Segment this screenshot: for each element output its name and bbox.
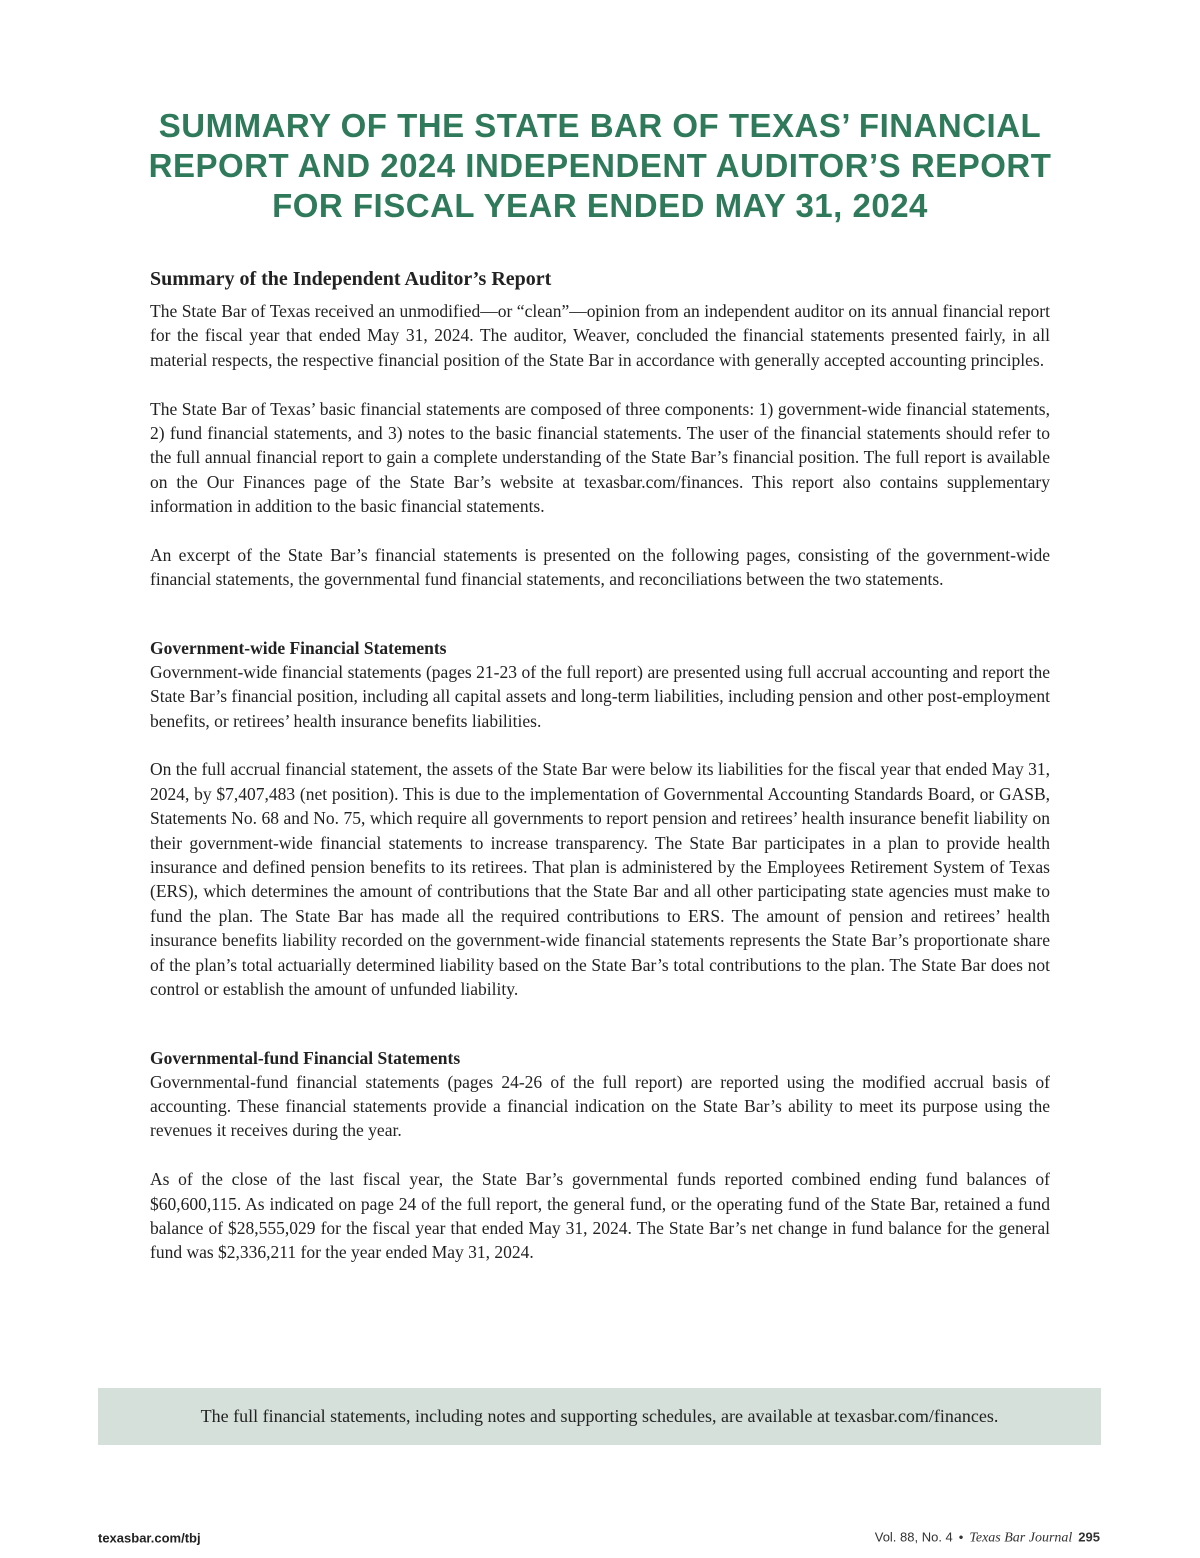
- title-line-1: SUMMARY OF THE STATE BAR OF TEXAS’ FINANCIAL: [158, 107, 1042, 144]
- government-wide-heading: Government-wide Financial Statements: [150, 637, 447, 658]
- page-title: [60, 106, 1140, 226]
- footer-journal-name: Texas Bar Journal: [969, 1530, 1073, 1546]
- finances-callout-box: [98, 1388, 1101, 1445]
- governmental-fund-paragraph-1: Governmental-fund financial statements (pages 24-26 of the full report) are reported using the modified accrual basis of accounting. These financial statements provide a financial indication on the State Bar’s ability to meet its purpose using the revenues it receives during the year.: [150, 1071, 1050, 1141]
- governmental-fund-paragraph-2: As of the close of the last fiscal year, the State Bar’s governmental funds reported combined ending fund balances of $60,600,115. As indicated on page 24 of the full report, the general fund, or the operating fund of the State Bar, retained a fund balance of $28,555,029 for the fiscal year that ended May 31, 2024. The State Bar’s net change in fund balance for the general fund was $2,336,211 for the year ended May 31, 2024.: [150, 1169, 1050, 1263]
- footer-citation: [875, 1530, 1100, 1547]
- article-body: [150, 266, 1050, 1265]
- callout-text: The full financial statements, including notes and supporting schedules, are available at texasbar.com/finances.: [200, 1406, 999, 1426]
- footer-page-number: 295: [1078, 1529, 1100, 1545]
- auditor-summary-paragraph-1: The State Bar of Texas received an unmodified—or “clean”—opinion from an independent auditor on its annual financial report for the fiscal year that ended May 31, 2024. The auditor, Weaver, concluded the financial statements presented fairly, in all material respects, the respective financial position of the State Bar in accordance with generally accepted accounting principles.: [150, 301, 1050, 370]
- governmental-fund-heading: Governmental-fund Financial Statements: [150, 1047, 461, 1068]
- government-wide-paragraph-2: On the full accrual financial statement, the assets of the State Bar were below its liabilities for the fiscal year that ended May 31, 2024, by $7,407,483 (net position). This is due to the implementation of Governmental Accounting Standards Board, or GASB, Statements No. 68 and No. 75, which require all governments to report pension and retirees’ health insurance benefit liability on their government-wide financial statements to increase transparency. The State Bar participates in a plan to provide health insurance and defined pension benefits to its retirees. That plan is administered by the Employees Retirement System of Texas (ERS), which determines the amount of contributions that the State Bar and all other participating state agencies must make to fund the plan. The State Bar has made all the required contributions to ERS. The amount of pension and retirees’ health insurance benefits liability recorded on the government-wide financial statements represents the State Bar’s proportionate share of the plan’s total actuarially determined liability based on the State Bar’s total contributions to the plan. The State Bar does not control or establish the amount of unfunded liability.: [150, 759, 1050, 1000]
- footer-url: texasbar.com/tbj: [98, 1530, 201, 1546]
- title-line-3: FOR FISCAL YEAR ENDED MAY 31, 2024: [272, 187, 928, 224]
- footer-bullet: •: [958, 1529, 964, 1545]
- footer-volume: Vol. 88, No. 4: [874, 1529, 953, 1545]
- auditor-summary-paragraph-3: An excerpt of the State Bar’s financial statements is presented on the following pages, consisting of the government-wide financial statements, the governmental fund financial statements, and reconciliations between the two statements.: [150, 545, 1050, 590]
- government-wide-paragraph-1: Government-wide financial statements (pages 21-23 of the full report) are presented using full accrual accounting and report the State Bar’s financial position, including all capital assets and long-term liabilities, including pension and other post-employment benefits, or retirees’ health insurance benefits liabilities.: [150, 661, 1050, 731]
- auditor-summary-heading: Summary of the Independent Auditor’s Report: [150, 268, 552, 290]
- title-line-2: REPORT AND 2024 INDEPENDENT AUDITOR’S REPORT: [148, 147, 1052, 184]
- auditor-summary-paragraph-2: The State Bar of Texas’ basic financial statements are composed of three components: 1) government-wide financial statements, 2) fund financial statements, and 3) notes to the basic financial statements. The user of the financial statements should refer to the full annual financial report to gain a complete understanding of the State Bar’s financial position. The full report is available on the Our Finances page of the State Bar’s website at texasbar.com/finances. This report also contains supplementary information in addition to the basic financial statements.: [150, 398, 1050, 517]
